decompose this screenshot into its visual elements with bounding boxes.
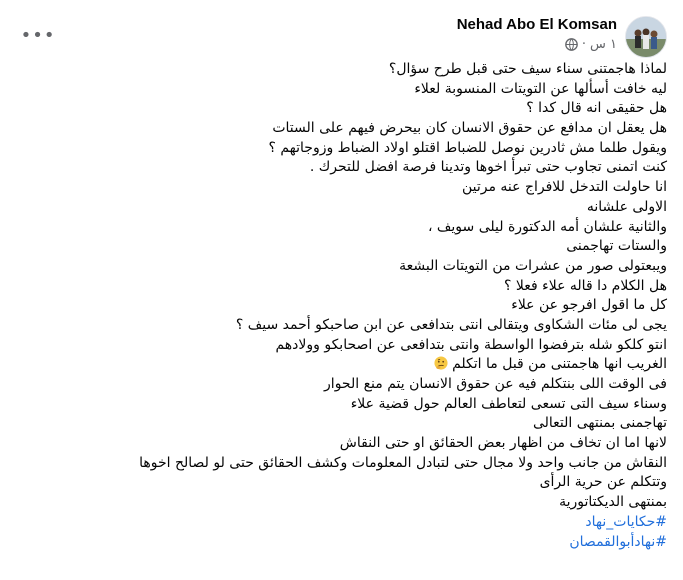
more-options-button[interactable] — [22, 22, 54, 48]
post-text-line: ويبعتولى صور من عشرات من التويتات البشعة — [399, 257, 667, 274]
post-text-line: ويقول طلما مش ثادرين نوصل للضباط اقتلو اولاد الضباط وزوجاتهم ؟ — [268, 139, 667, 156]
post-text-line: كنت اتمنى تجاوب حتى تبرأ اخوها وتدينا فرصة افضل للتحرك . — [309, 159, 667, 176]
post-text-line: هل الكلام دا قاله علاء فعلا ؟ — [504, 277, 667, 294]
post-text-line: انتو كلكو شله بترفضوا الواسطة وانتى بتدافعى عن اصحابكو وولادهم — [275, 336, 667, 353]
thinking-face-emoji-icon — [434, 356, 448, 370]
more-options-icon: ••• — [20, 24, 56, 46]
post-text: الغريب انها هاجمتنى من قبل ما اتكلم — [452, 356, 667, 373]
post-timestamp[interactable]: ١ س — [590, 37, 617, 52]
post-text-line: ليه خافت أسألها عن التويتات المنسوبة لعلاء — [414, 80, 667, 97]
post-text-line: لماذا هاجمتنى سناء سيف حتى قبل طرح سؤال؟ — [388, 61, 667, 77]
post-text-line: تهاجمنى بمنتهى التعالى — [532, 415, 667, 432]
post-text-line: وسناء سيف التى تسعى لتعاطف العالم حول قضية علاء — [350, 395, 667, 412]
post-text-line: فى الوقت اللى بنتكلم فيه عن حقوق الانسان يتم منع الحوار — [324, 376, 667, 392]
post-meta — [565, 37, 617, 52]
post-text-line: لانها اما ان تخاف من اظهار بعض الحقائق او حتى النقاش — [339, 435, 667, 452]
post-text-line: يجى لى مئات الشكاوى ويتقالى انتى بتدافعى عن ابن صاحبكو أحمد سيف ؟ — [235, 316, 667, 333]
post-text-line: بمنتهى الديكتاتورية — [559, 494, 667, 511]
hashtag-link[interactable]: #حكايات_نهاد — [585, 513, 667, 530]
post-text-line-with-emoji — [16, 355, 667, 375]
post-text-line: انا حاولت التدخل للافراج عنه مرتين — [461, 179, 667, 196]
meta-separator: · — [581, 37, 586, 52]
post-text-line: والستات تهاجمنى — [566, 238, 667, 255]
author-name[interactable]: Nehad Abo El Komsan — [456, 16, 617, 33]
globe-icon[interactable] — [565, 38, 578, 51]
avatar-photo — [626, 17, 666, 57]
post-body — [16, 60, 667, 552]
hashtag-link[interactable]: #نهادأبوالقمصان — [569, 533, 667, 550]
author-avatar[interactable] — [625, 16, 667, 58]
post-header — [0, 10, 683, 60]
post-text-line: والثانية علشان أمه الدكتورة ليلى سويف ، — [427, 218, 667, 235]
post-text-line: الاولى علشانه — [586, 198, 667, 215]
post-text-line: وتتكلم عن حرية الرأى — [539, 474, 667, 491]
post-text-line: هل يعقل ان مدافع عن حقوق الانسان كان بيحرض فيهم على الستات — [272, 120, 667, 137]
post-text-line: النقاش من جانب واحد ولا مجال حتى لتبادل المعلومات وكشف الحقائق حتى لو لصالح اخوها — [139, 454, 667, 471]
post-text-line: هل حقيقى انه قال كدا ؟ — [526, 100, 667, 117]
post-text-line: كل ما اقول افرجو عن علاء — [511, 297, 667, 314]
